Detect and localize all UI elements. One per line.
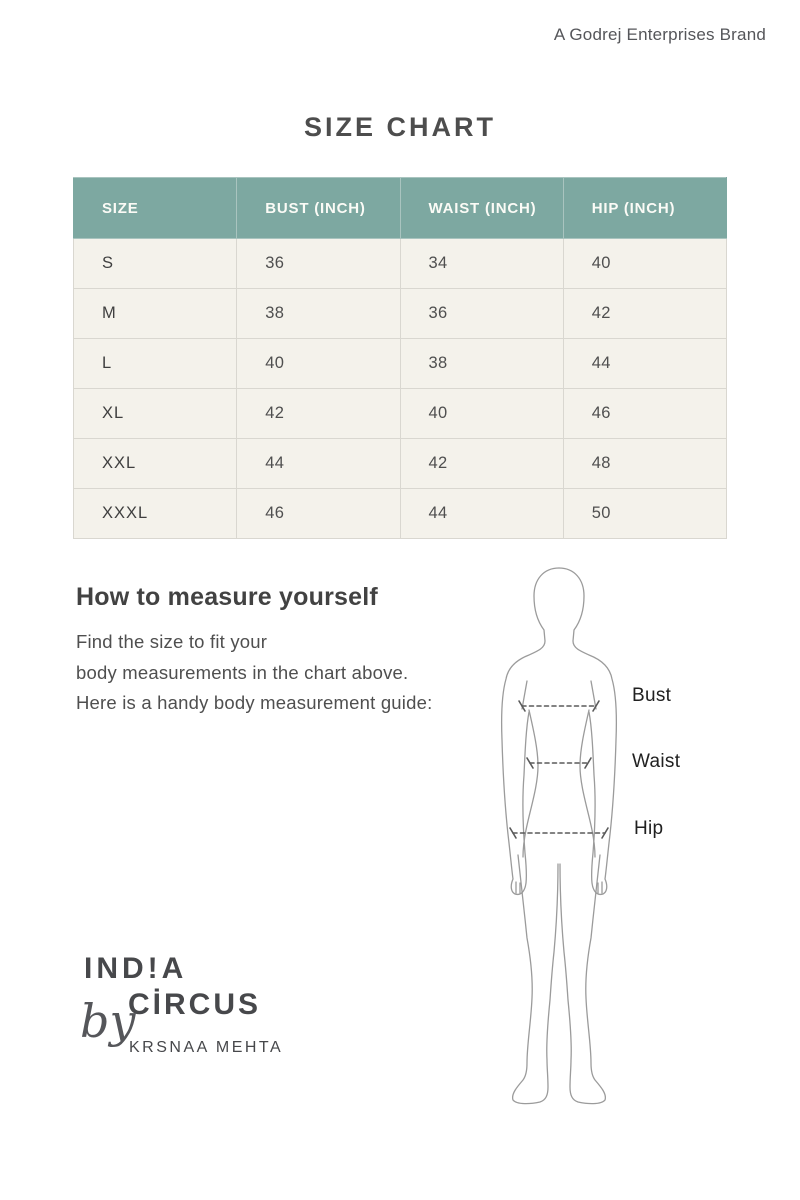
cell-hip: 46 [563,389,726,439]
cell-hip: 50 [563,489,726,539]
table-row-s [74,239,727,289]
figure-upper-body-left [502,568,559,894]
table-row-xxxl [74,489,727,539]
cell-hip: 44 [563,339,726,389]
col-header-bust: BUST (INCH) [237,178,400,239]
figure-strap-left [522,681,527,709]
measure-line-1: Find the size to fit your [76,631,268,652]
measure-instructions [76,627,432,719]
cell-bust: 42 [237,389,400,439]
cell-hip: 48 [563,439,726,489]
waist-line-ticks [527,758,591,768]
table-row-xl [74,389,727,439]
figure-strap-right [591,681,596,709]
col-header-hip: HIP (INCH) [563,178,726,239]
figure-waist-curve-right [580,710,595,857]
hip-label: Hip [634,818,664,839]
cell-waist: 42 [400,439,563,489]
cell-size: M [74,289,237,339]
india-circus-logo [80,952,314,1077]
logo-circus-text: CİRCUS [128,988,262,1021]
cell-waist: 40 [400,389,563,439]
cell-waist: 38 [400,339,563,389]
cell-waist: 44 [400,489,563,539]
bust-label: Bust [632,685,672,706]
measure-heading: How to measure yourself [76,583,378,611]
brand-line: A Godrej Enterprises Brand [553,25,766,44]
cell-waist: 34 [400,239,563,289]
col-header-size: SIZE [74,178,237,239]
figure-upper-body-right [559,568,616,894]
figure-fingers-left [516,882,520,893]
table-row-l [74,339,727,389]
cell-size: L [74,339,237,389]
cell-bust: 44 [237,439,400,489]
cell-hip: 42 [563,289,726,339]
cell-waist: 36 [400,289,563,339]
figure-fingers-right [598,882,602,893]
size-table-header-row [74,178,727,239]
cell-bust: 46 [237,489,400,539]
cell-size: XL [74,389,237,439]
logo-designer-name: KRSNAA MEHTA [129,1039,284,1056]
cell-bust: 38 [237,289,400,339]
table-row-xxl [74,439,727,489]
page-title: SIZE CHART [304,112,496,142]
col-header-waist: WAIST (INCH) [400,178,563,239]
logo-india-text: IND!A [84,952,188,985]
table-row-m [74,289,727,339]
cell-size: S [74,239,237,289]
cell-size: XXXL [74,489,237,539]
figure-waist-curve-left [523,710,538,857]
cell-bust: 36 [237,239,400,289]
cell-size: XXL [74,439,237,489]
logo-by-script: by [80,994,136,1048]
measure-line-3: Here is a handy body measurement guide: [76,692,433,713]
waist-label: Waist [632,751,681,772]
cell-bust: 40 [237,339,400,389]
cell-hip: 40 [563,239,726,289]
body-measurement-figure [482,560,647,1115]
measure-line-2: body measurements in the chart above. [76,661,409,683]
size-table [73,177,727,539]
